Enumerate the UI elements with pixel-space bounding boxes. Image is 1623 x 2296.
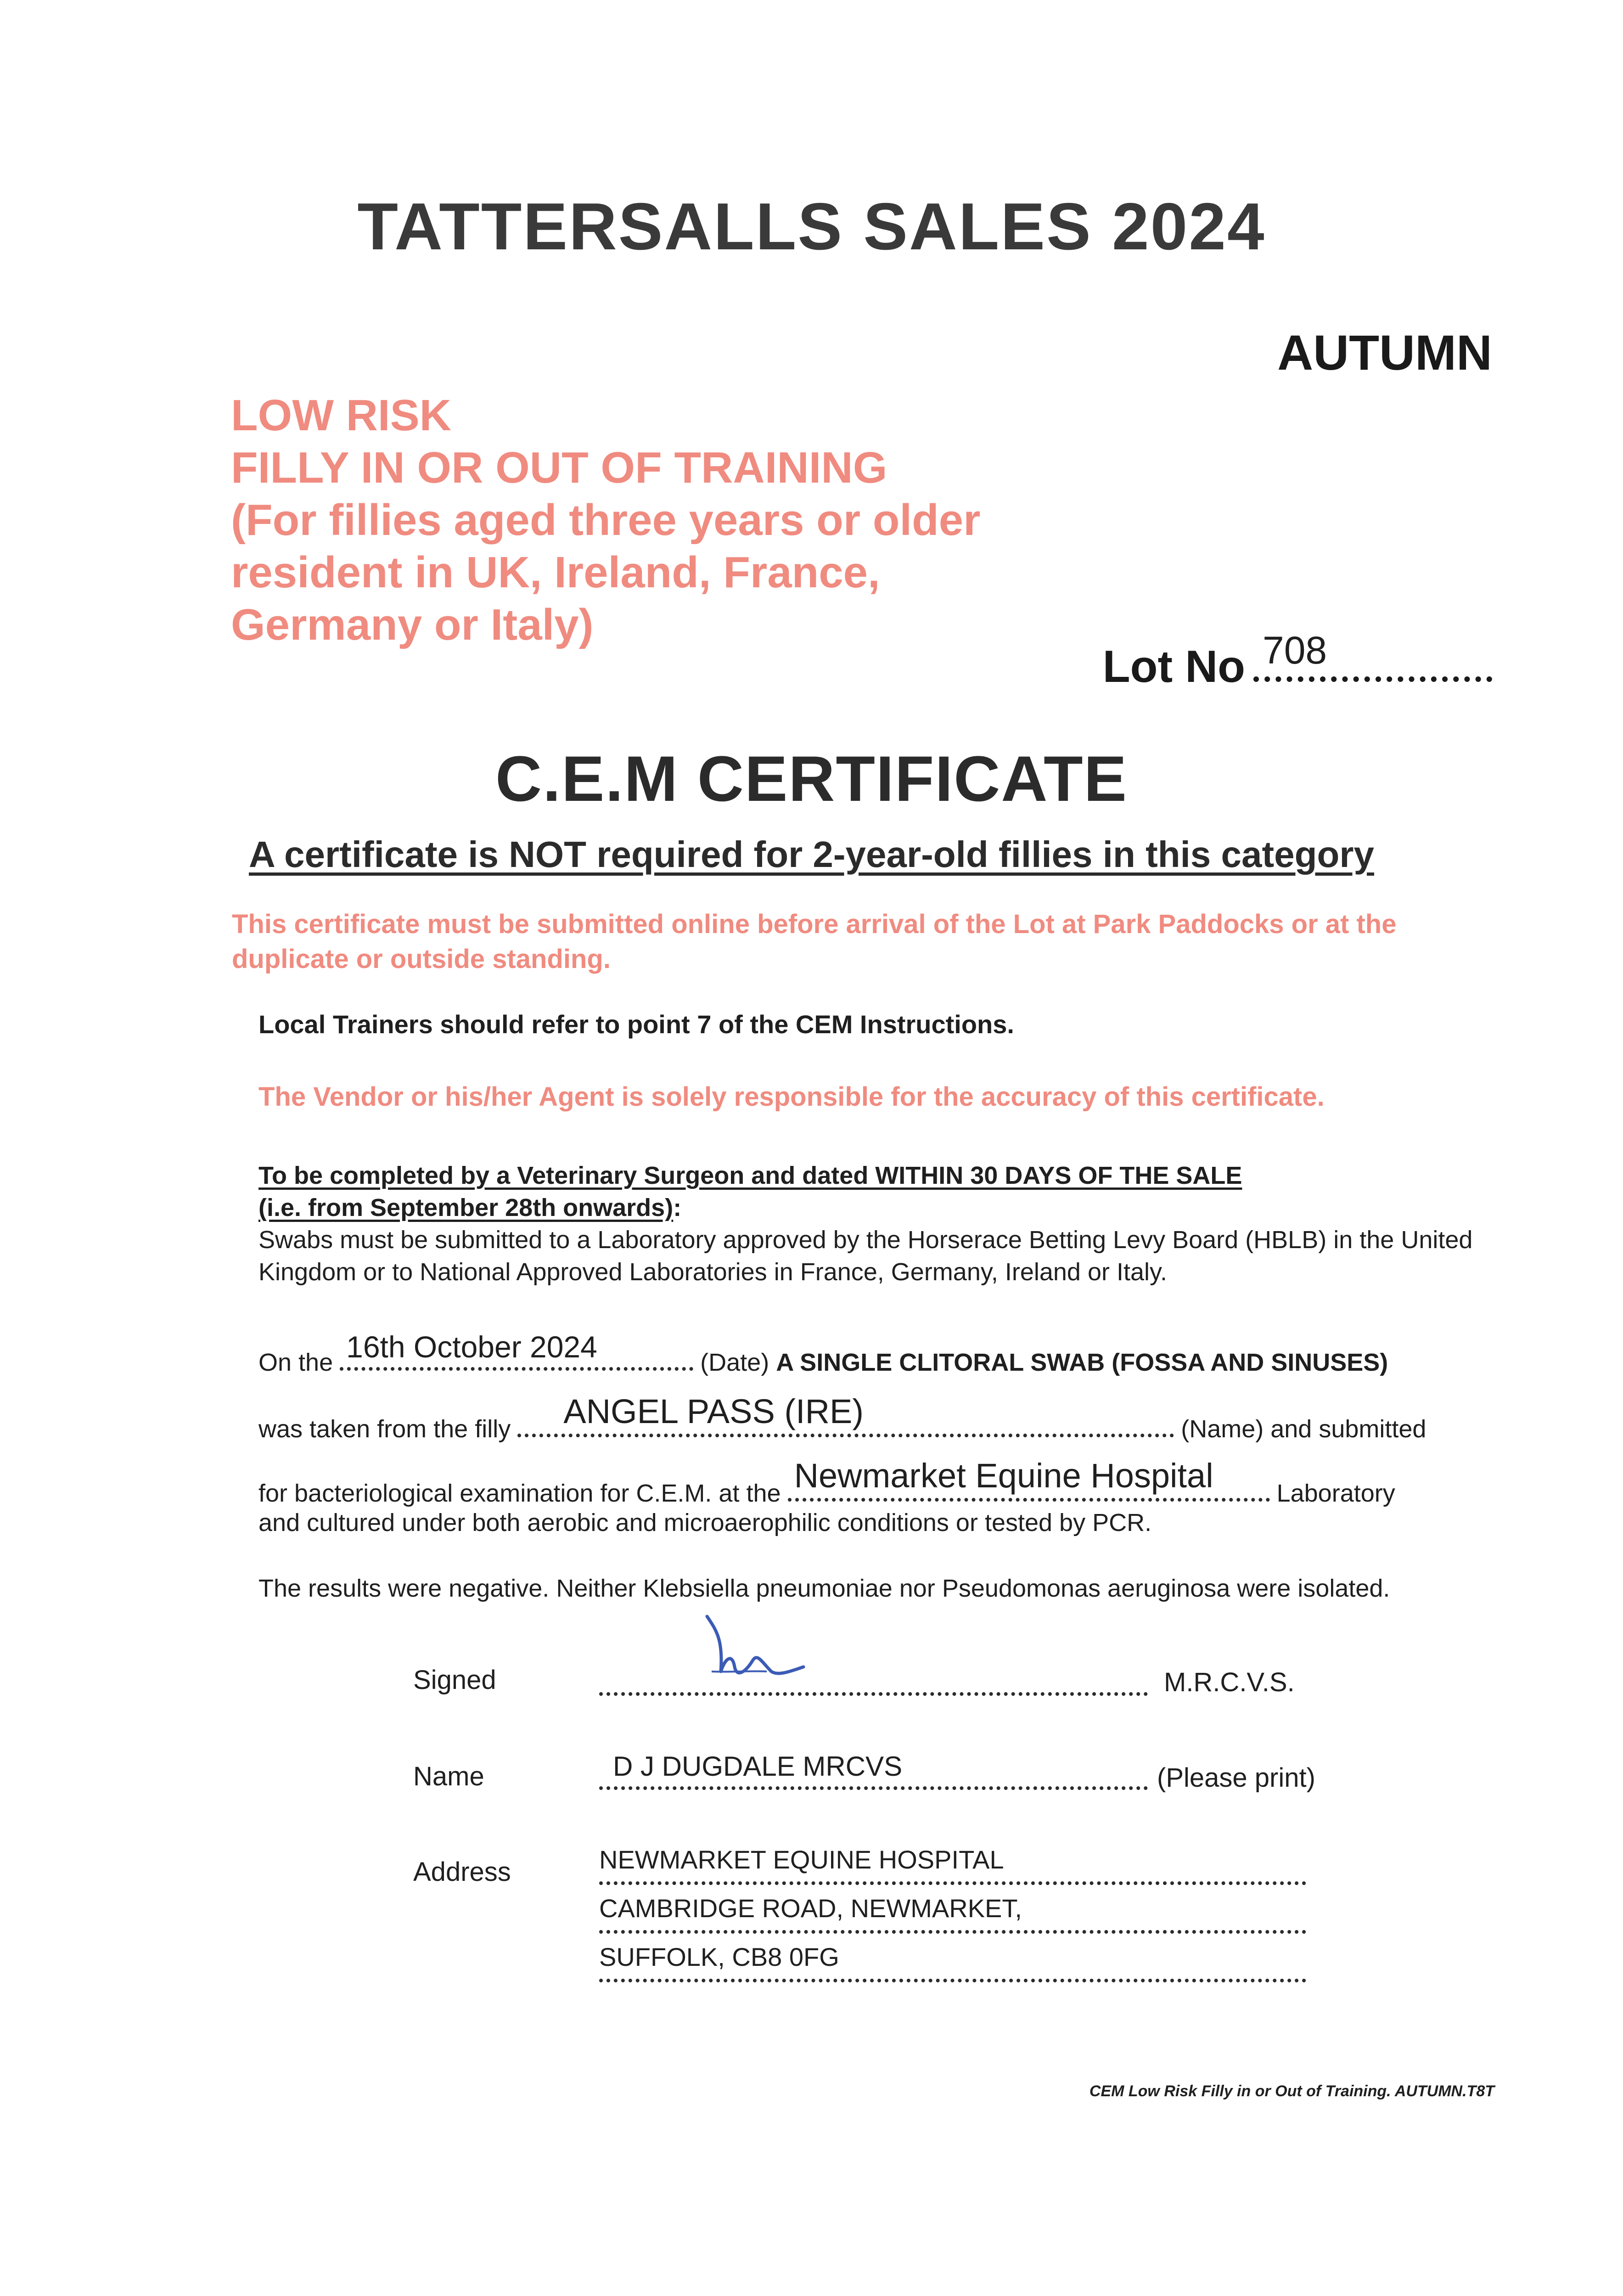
- filly-name-field[interactable]: [517, 1392, 1174, 1437]
- date-value: 16th October 2024: [346, 1330, 597, 1364]
- name-submitted-label: (Name) and submitted: [1181, 1415, 1426, 1443]
- swab-description: A SINGLE CLITORAL SWAB (FOSSA AND SINUSES): [776, 1349, 1388, 1376]
- laboratory-value: Newmarket Equine Hospital: [794, 1457, 1213, 1495]
- signature-mark: [698, 1603, 817, 1694]
- laboratory-row: [258, 1457, 1395, 1508]
- on-the-label: On the: [258, 1349, 333, 1376]
- completion-rule: To be completed by a Veterinary Surgeon and dated WITHIN 30 DAYS OF THE SALE: [258, 1162, 1242, 1189]
- address-line-3: SUFFOLK, CB8 0FG: [599, 1942, 839, 1971]
- name-label: Name: [413, 1761, 484, 1791]
- instructions-block: [258, 1159, 1498, 1288]
- filly-name-value: ANGEL PASS (IRE): [563, 1392, 864, 1430]
- category-block: [231, 389, 1149, 651]
- signature-field[interactable]: [599, 1665, 1148, 1696]
- category-line: (For fillies aged three years or older: [231, 495, 981, 545]
- exam-label: for bacteriological examination for C.E.M. at the: [258, 1480, 781, 1507]
- not-required-notice: A certificate is NOT required for 2-year-old fillies in this category: [248, 834, 1374, 875]
- taken-from-label: was taken from the filly: [258, 1415, 511, 1443]
- lot-field[interactable]: [1253, 629, 1492, 682]
- address-line-1: NEWMARKET EQUINE HOSPITAL: [599, 1845, 1004, 1874]
- mrcvs-label: M.R.C.V.S.: [1164, 1667, 1295, 1697]
- season-label: AUTUMN: [1277, 325, 1492, 380]
- swabs-instructions: Swabs must be submitted to a Laboratory approved by the Horserace Betting Levy Board (HBLB) in the United Kingdom or to National Approved Laboratories in France, Germany, Ireland or Italy.: [258, 1226, 1473, 1286]
- lot-number: [1102, 629, 1492, 692]
- cultured-text: and cultured under both aerobic and microaerophilic conditions or tested by PCR.: [258, 1509, 1152, 1536]
- address-label: Address: [413, 1857, 511, 1887]
- document-title: TATTERSALLS SALES 2024: [357, 189, 1266, 264]
- colon: :: [673, 1194, 682, 1221]
- name-value: D J DUGDALE MRCVS: [613, 1751, 903, 1782]
- filly-row: [258, 1392, 1426, 1443]
- laboratory-label: Laboratory: [1276, 1480, 1395, 1507]
- submit-notice: This certificate must be submitted online before arrival of the Lot at Park Paddocks or at the duplicate or outside standing.: [232, 909, 1397, 974]
- certificate-title: C.E.M CERTIFICATE: [495, 743, 1128, 815]
- date-label: (Date): [700, 1349, 769, 1376]
- category-line: resident in UK, Ireland, France,: [231, 548, 880, 597]
- lot-value: 708: [1263, 629, 1327, 672]
- local-trainers-note: Local Trainers should refer to point 7 of the CEM Instructions.: [258, 1010, 1014, 1039]
- vendor-notice: The Vendor or his/her Agent is solely responsible for the accuracy of this certificate.: [258, 1082, 1325, 1112]
- results-statement: The results were negative. Neither Klebsiella pneumoniae nor Pseudomonas aeruginosa were isolated.: [258, 1575, 1390, 1602]
- category-line: Germany or Italy): [231, 600, 594, 649]
- form-code: CEM Low Risk Filly in or Out of Training. AUTUMN.T8T: [1089, 2082, 1494, 2100]
- address-line-2: CAMBRIDGE ROAD, NEWMARKET,: [599, 1894, 1022, 1923]
- completion-date-rule: (i.e. from September 28th onwards): [258, 1194, 674, 1221]
- category-line: LOW RISK: [231, 391, 451, 440]
- date-row: [258, 1330, 1388, 1377]
- please-print-label: (Please print): [1157, 1763, 1315, 1793]
- lot-label: Lot No: [1102, 641, 1245, 692]
- laboratory-field[interactable]: [788, 1457, 1270, 1502]
- signed-label: Signed: [413, 1665, 496, 1695]
- date-field[interactable]: [340, 1330, 693, 1371]
- category-line: FILLY IN OR OUT OF TRAINING: [231, 443, 887, 492]
